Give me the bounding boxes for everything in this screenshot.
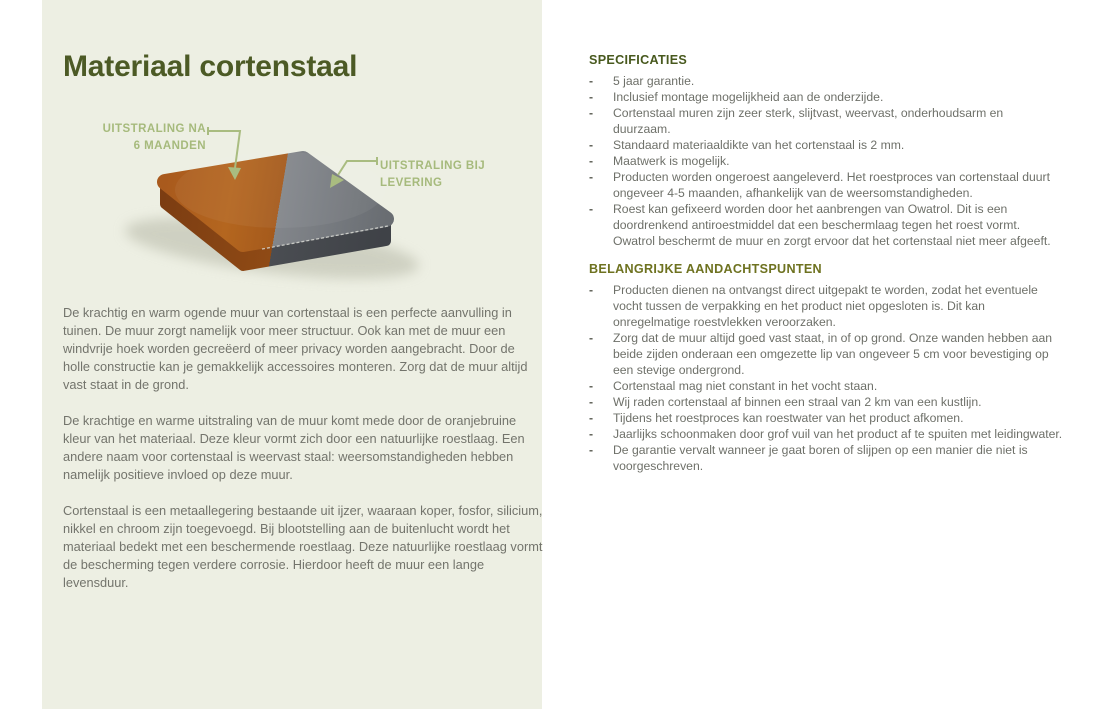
section-specificaties (589, 53, 1063, 249)
annotation-line: LEVERING (380, 177, 443, 189)
list-item (589, 153, 1063, 169)
attention-points-heading: BELANGRIJKE AANDACHTSPUNTEN (589, 262, 822, 276)
section-aandachtspunten (589, 262, 1063, 474)
list-item-text: Producten worden ongeroest aangeleverd. Het roestproces van cortenstaal duurt ongeveer 4-5 maanden, afhankelijk van de weersomstandigheden. (613, 170, 1050, 200)
annotation-line: UITSTRALING NA (102, 123, 206, 135)
list-item (589, 89, 1063, 105)
attention-points-list (589, 282, 1063, 474)
right-column (589, 53, 1063, 474)
specifications-heading: SPECIFICATIES (589, 53, 688, 67)
annotation-label-after-6-months (58, 121, 206, 155)
list-item-text: Jaarlijks schoonmaken door grof vuil van het product af te spuiten met leidingwater. (613, 427, 1063, 441)
list-item-text: Tijdens het roestproces kan roestwater van het product afkomen. (613, 411, 964, 425)
annotation-label-at-delivery (380, 158, 530, 192)
list-item (589, 201, 1063, 249)
bullet-dash: - (589, 283, 594, 297)
list-item (589, 282, 1063, 330)
list-item (589, 105, 1063, 137)
list-item-text: Wij raden cortenstaal af binnen een straal van 2 km van een kustlijn. (613, 395, 982, 409)
list-item (589, 378, 1063, 394)
list-item-text: Cortenstaal muren zijn zeer sterk, slijtvast, weervast, onderhoudsarm en duurzaam. (613, 106, 1004, 136)
bullet-dash: - (589, 427, 594, 441)
list-item (589, 137, 1063, 153)
list-item (589, 442, 1063, 474)
bullet-dash: - (589, 331, 594, 345)
bullet-dash: - (589, 443, 594, 457)
list-item (589, 73, 1063, 89)
slab-sheen (175, 152, 385, 228)
bullet-dash: - (589, 74, 594, 88)
list-item (589, 394, 1063, 410)
list-item-text: Standaard materiaaldikte van het cortenstaal is 2 mm. (613, 138, 905, 152)
annotation-line: UITSTRALING BIJ (380, 160, 486, 172)
specifications-list (589, 73, 1063, 249)
list-item-text: Zorg dat de muur altijd goed vast staat, in of op grond. Onze wanden hebben aan beide zijden onderaan een omgezette lip van ongeveer 5 cm voor bevestiging op een stevige ondergrond. (613, 331, 1053, 377)
bullet-dash: - (589, 395, 594, 409)
list-item (589, 426, 1063, 442)
page-title: Materiaal cortenstaal (63, 50, 358, 83)
list-item (589, 410, 1063, 426)
bullet-dash: - (589, 106, 594, 120)
list-item (589, 169, 1063, 201)
intro-paragraphs (63, 304, 544, 610)
paragraph: De krachtig en warm ogende muur van cortenstaal is een perfecte aanvulling in tuinen. De muur zorgt namelijk voor meer structuur. Ook kan met de muur een windvrije hoek worden gecreëerd of meer privacy worden aangebracht. Door de holle constructie kan je gemakkelijk accessoires monteren. Zorg dat de muur altijd vast staat in de grond. (63, 305, 528, 392)
list-item-text: Cortenstaal mag niet constant in het vocht staan. (613, 379, 878, 393)
list-item-text: De garantie vervalt wanneer je gaat boren of slijpen op een manier die niet is voorgeschreven. (613, 443, 1028, 473)
annotation-line: 6 MAANDEN (133, 140, 206, 152)
bullet-dash: - (589, 90, 594, 104)
bullet-dash: - (589, 154, 594, 168)
list-item-text: Inclusief montage mogelijkheid aan de onderzijde. (613, 90, 884, 104)
bullet-dash: - (589, 202, 594, 216)
list-item (589, 330, 1063, 378)
bullet-dash: - (589, 411, 594, 425)
list-item-text: Roest kan gefixeerd worden door het aanbrengen van Owatrol. Dit is een doordrenkend antiroestmiddel dat een beschermlaag tegen het roest vormt. Owatrol beschermt de muur en zorgt ervoor dat het cortenstaal niet meer afgeeft. (613, 202, 1051, 248)
left-panel (42, 0, 542, 709)
bullet-dash: - (589, 170, 594, 184)
list-item-text: Producten dienen na ontvangst direct uitgepakt te worden, zodat het eventuele vocht tussen de verpakking en het product niet opgesloten is. Dit kan onregelmatige roestvlekken veroorzaken. (613, 283, 1038, 329)
bullet-dash: - (589, 379, 594, 393)
bullet-dash: - (589, 138, 594, 152)
list-item-text: 5 jaar garantie. (613, 74, 695, 88)
paragraph: De krachtige en warme uitstraling van de muur komt mede door de oranjebruine kleur van het materiaal. Deze kleur vormt zich door een natuurlijke roestlaag. Een andere naam voor cortenstaal is weervast staal: weersomstandigheden hebben namelijk positieve invloed op deze muur. (63, 413, 525, 482)
list-item-text: Maatwerk is mogelijk. (613, 154, 730, 168)
paragraph: Cortenstaal is een metaallegering bestaande uit ijzer, waaraan koper, fosfor, silicium, nikkel en chroom zijn toegevoegd. Bij blootstelling aan de buitenlucht wordt het materiaal bedekt met een beschermende roestlaag. Deze natuurlijke roestlaag vormt de bescherming tegen verdere corrosie. Hierdoor heeft de muur een lange levensduur. (63, 503, 543, 590)
